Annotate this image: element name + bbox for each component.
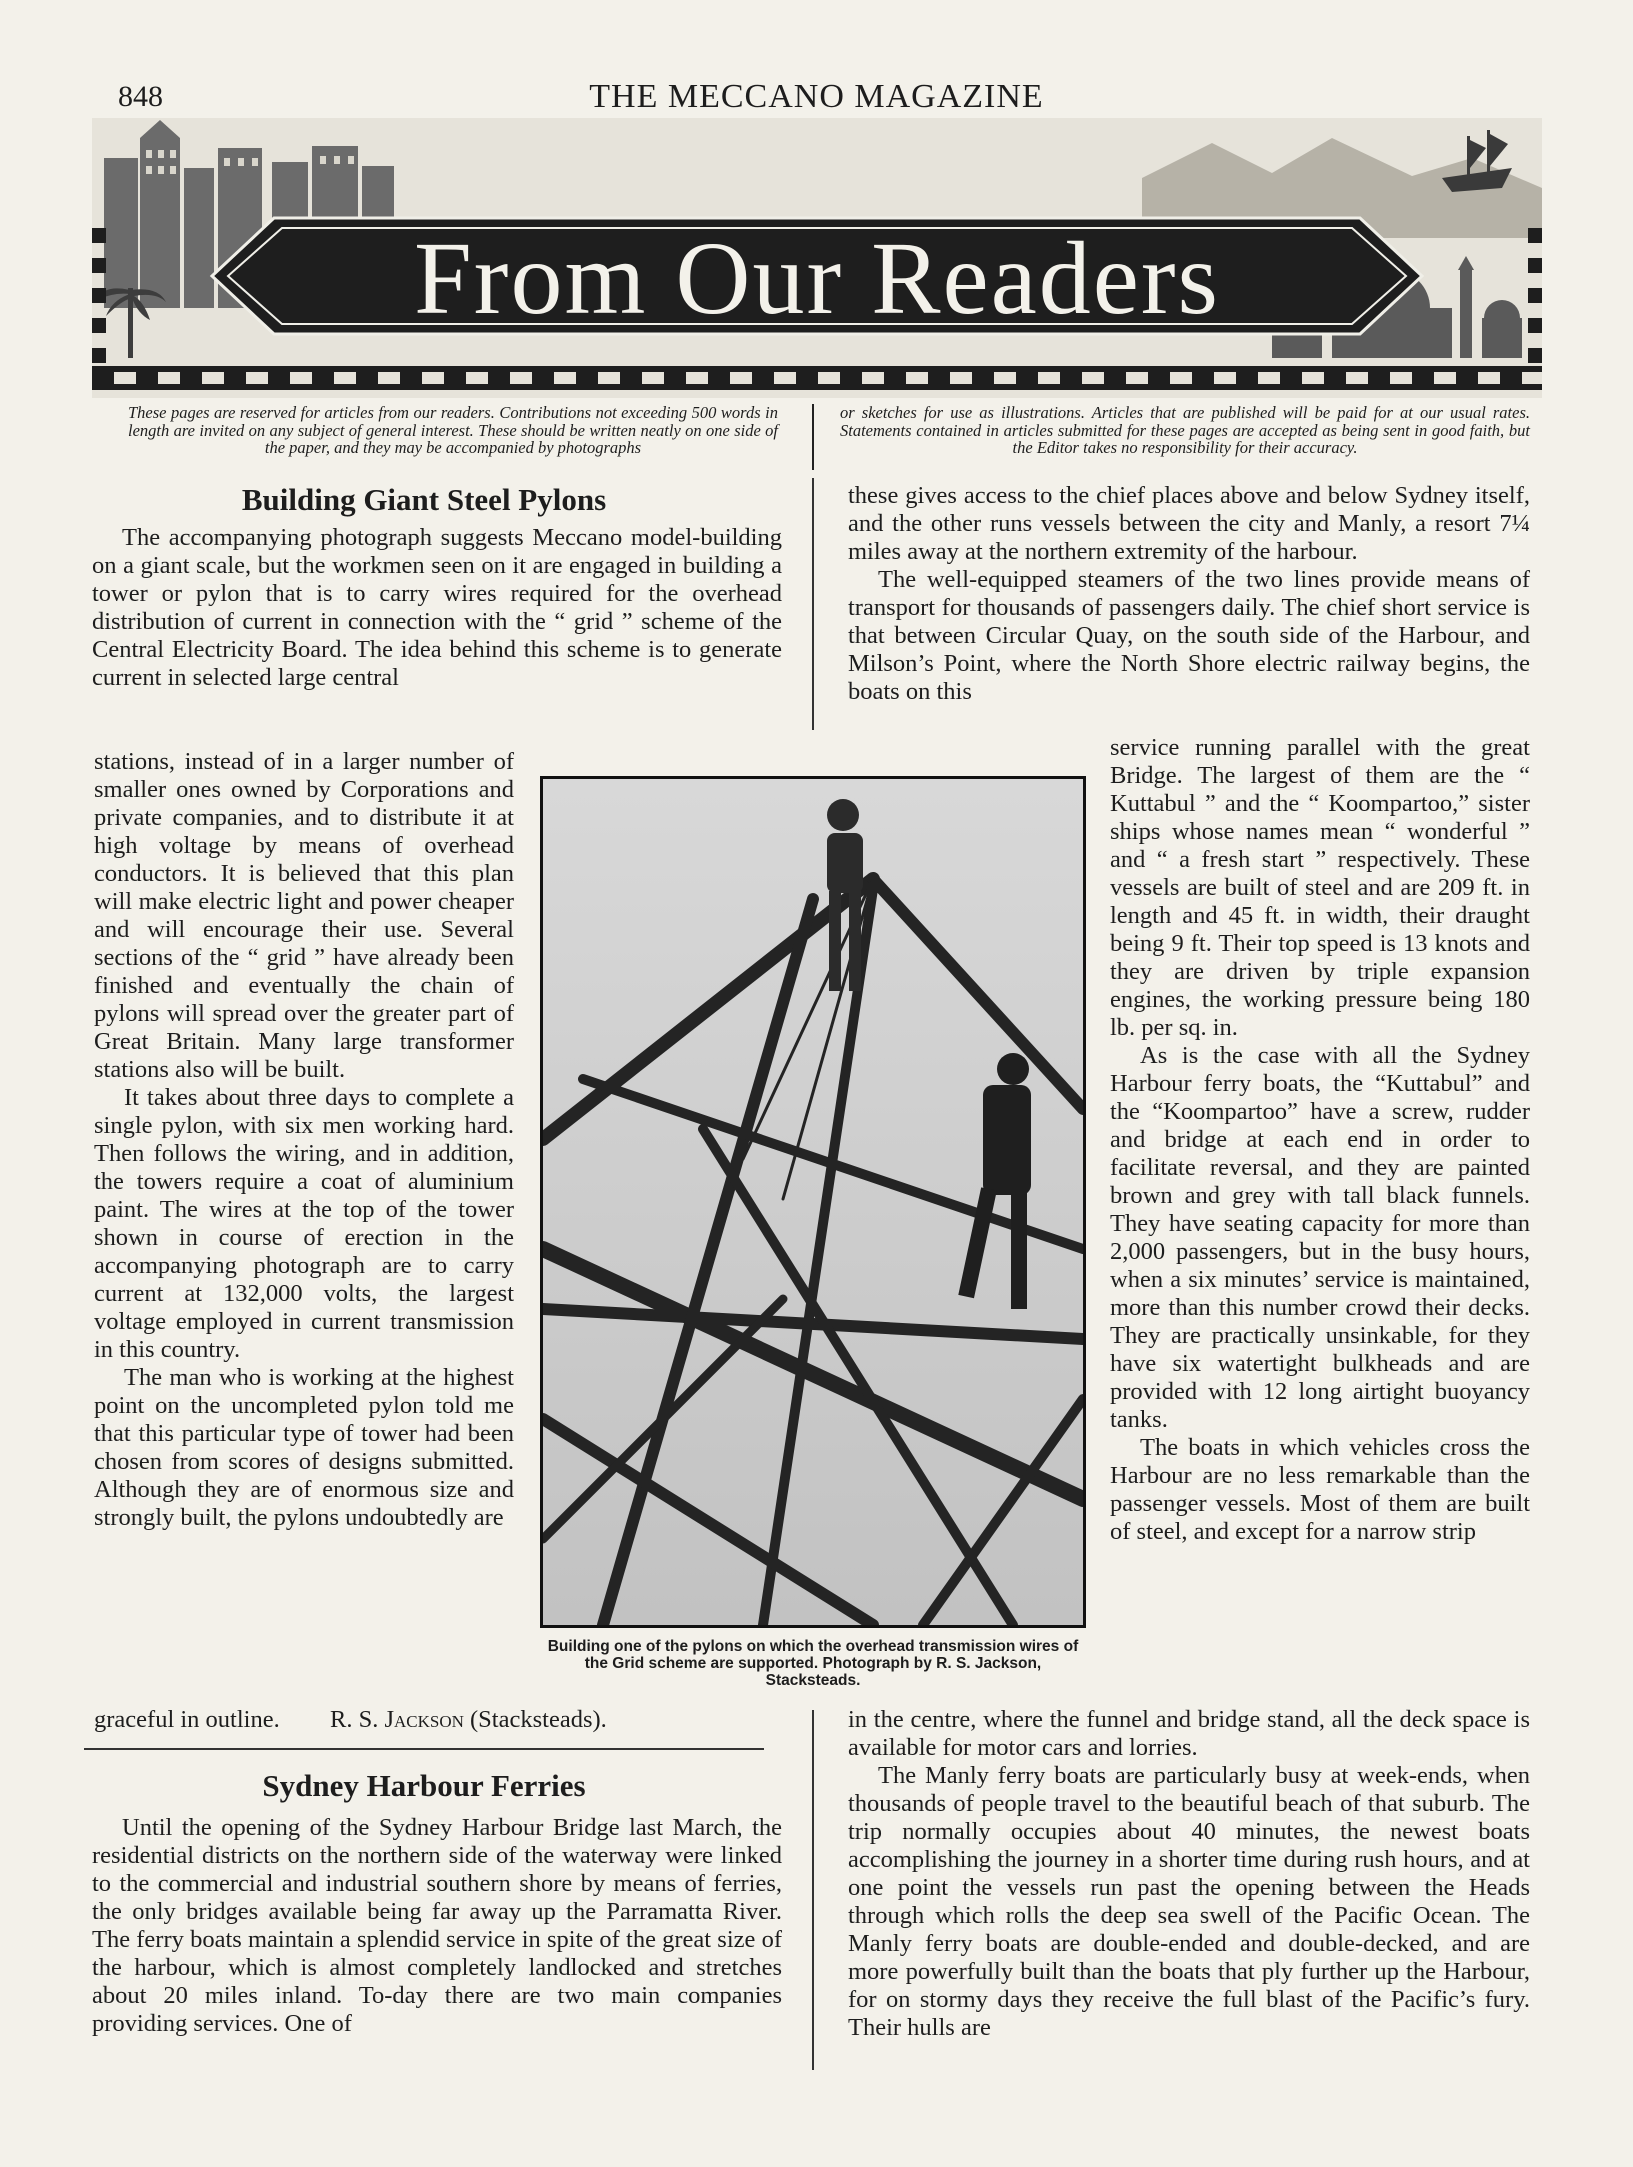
author-name: R. S. Jackson bbox=[329, 1706, 464, 1733]
paragraph: The boats in which vehicles cross the Harbour are no less remarkable than the passenger vessels. Most of them are built of steel, and except for a narrow strip bbox=[1110, 1434, 1530, 1545]
article-column-right-top bbox=[848, 482, 1530, 706]
page-number: 848 bbox=[118, 80, 163, 113]
paragraph: these gives access to the chief places above and below Sydney itself, and the other runs vessels between the city and Manly, a resort 7¼ miles away at the northern extremity of the harbour. bbox=[848, 482, 1530, 565]
article-signoff bbox=[94, 1706, 784, 1734]
paragraph: As is the case with all the Sydney Harbour ferry boats, the “Kuttabul” and the “Koompartoo” have a screw, rudder and bridge at each end in order to facilitate reversal, and they are painted brown and grey with tall black funnels. They have seating capacity for more than 2,000 passengers, but in the busy hours, when a six minutes’ service is maintained, more than this number crowd their decks. They are practically unsinkable, for they have six watertight bulkheads and are provided with 12 long airtight buoyancy tanks. bbox=[1110, 1042, 1530, 1433]
paragraph: The man who is working at the highest point on the uncompleted pylon told me that this particular type of tower had been chosen from scores of designs submitted. Although they are of enormous size and strongly built, the pylons undoubtedly are bbox=[94, 1364, 514, 1531]
paragraph: in the centre, where the funnel and bridge stand, all the deck space is available for motor cars and lorries. bbox=[848, 1706, 1530, 1761]
paragraph: The accompanying photograph suggests Meccano model-building on a giant scale, but the workmen seen on it are engaged in building a tower or pylon that is to carry wires required for the overhead distribution of current in connection with the “ grid ” scheme of the Central Electricity Board. The idea behind this scheme is to generate current in selected large central bbox=[92, 524, 782, 691]
paragraph: stations, instead of in a larger number of smaller ones owned by Corporations and private companies, and to distribute it at high voltage by means of overhead conductors. It is believed that this plan will make electric light and power cheaper and will encourage their use. Several sections of the “ grid ” have already been finished and eventually the chain of pylons will spread over the greater part of Great Britain. Many large transformer stations also will be built. bbox=[94, 748, 514, 1083]
pylon-steelwork-icon bbox=[543, 779, 1083, 1625]
article-paragraph bbox=[92, 524, 782, 692]
column-rule bbox=[812, 478, 814, 730]
banner-title: From Our Readers bbox=[413, 221, 1221, 336]
paragraph-end: graceful in outline. bbox=[94, 1706, 280, 1733]
column-rule bbox=[812, 1710, 814, 2070]
author-place: (Stacksteads). bbox=[470, 1706, 607, 1733]
intro-notice-left: These pages are reserved for articles from our readers. Contributions not exceeding 500 words in length are invited on any subject of general interest. These should be written neatly on one side of the paper, and they may be accompanied by photographs bbox=[128, 403, 778, 457]
paragraph: The well-equipped steamers of the two lines provide means of transport for thousands of passengers daily. The chief short service is that between Circular Quay, on the south side of the Harbour, and Milson’s Point, where the North Shore electric railway begins, the boats on this bbox=[848, 566, 1530, 705]
paragraph: The Manly ferry boats are particularly busy at week-ends, when thousands of people travel to the beautiful beach of that suburb. The trip normally occupies about 40 minutes, the newest boats accomplishing the journey in a shorter time during rush hours, and at one point the vessels run past the opening between the Heads through which rolls the deep sea swell of the Pacific Ocean. The Manly ferry boats are double-ended and double-decked, and are more powerfully built than the boats that ply further up the Harbour, for on stormy days they receive the full blast of the Pacific’s fury. Their hulls are bbox=[848, 1762, 1530, 2041]
pylon-photograph bbox=[540, 776, 1086, 1628]
paragraph: It takes about three days to complete a single pylon, with six men working hard. Then follows the wiring, and in addition, the towers require a coat of aluminium paint. The wires at the top of the tower shown in course of erection in the accompanying photograph are to carry current at 132,000 volts, the largest voltage employed in current transmission in this country. bbox=[94, 1084, 514, 1363]
intro-notice-right: or sketches for use as illustrations. Articles that are published will be paid for at our usual rates. Statements contained in articles submitted for these pages are accepted as being sent in good faith, but the Editor takes no responsibility for their accuracy. bbox=[840, 403, 1530, 457]
article-column-left bbox=[92, 1814, 782, 2038]
article-divider bbox=[84, 1748, 764, 1750]
running-title: THE MECCANO MAGAZINE bbox=[589, 78, 1044, 115]
article-title: Building Giant Steel Pylons bbox=[241, 482, 607, 517]
article-column-right-bottom bbox=[848, 1706, 1530, 2042]
article-column-narrow bbox=[94, 748, 514, 1532]
notice-column-rule bbox=[812, 404, 814, 470]
article-column-narrow-right bbox=[1110, 734, 1530, 1546]
article-title: Sydney Harbour Ferries bbox=[262, 1768, 586, 1803]
paragraph: service running parallel with the great Bridge. The largest of them are the “ Kuttabul ” and the “ Koompartoo,” sister ships whose names mean “ wonderful ” and “ a fresh start ” respectively. These vessels are built of steel and are 209 ft. in length and 45 ft. in width, their draught being 9 ft. Their top speed is 13 knots and they are driven by triple expansion engines, the working pressure being 180 lb. per sq. in. bbox=[1110, 734, 1530, 1041]
photo-caption: Building one of the pylons on which the overhead transmission wires of the Grid scheme are supported. Photograph by R. S. Jackson, Stacksteads. bbox=[547, 1638, 1079, 1689]
paragraph: Until the opening of the Sydney Harbour Bridge last March, the residential districts on the northern side of the waterway were linked to the commercial and industrial southern shore by means of ferries, the only bridges available being far away up the Parramatta River. The ferry boats maintain a splendid service in spite of the great size of the harbour, which is almost completely landlocked and stretches about 20 miles inland. To-day there are two main companies providing services. One of bbox=[92, 1814, 782, 2037]
banner-illustration bbox=[92, 118, 1542, 398]
